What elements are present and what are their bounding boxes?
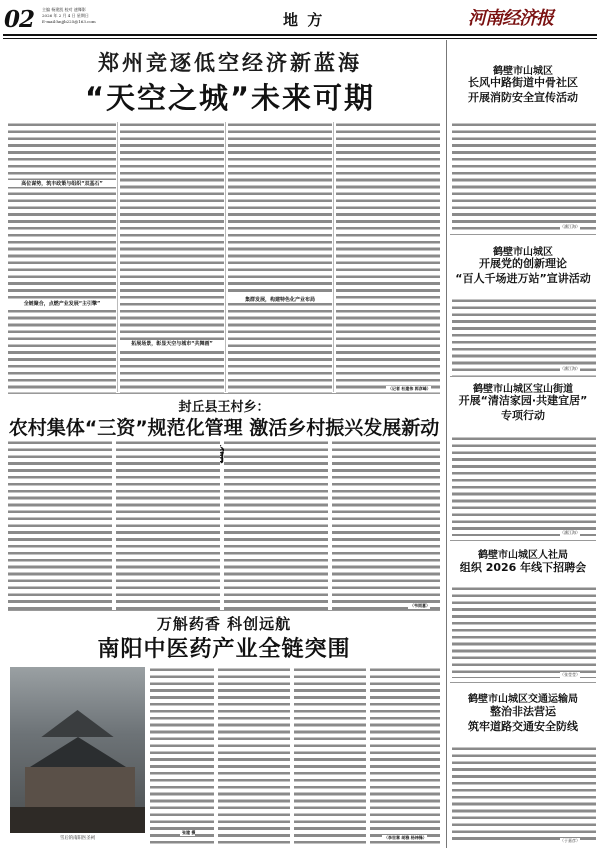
photo-ground — [10, 807, 145, 833]
article3-photo — [10, 667, 145, 833]
brief3-org: 鹤壁市山城区宝山街道 — [473, 384, 573, 395]
article2-body-col3 — [224, 440, 328, 610]
article1-subhead: 高位谋势，筑丰政策与组织“双基石” — [8, 180, 116, 187]
brief2-signature: （潘江海） — [560, 366, 580, 371]
brief-divider — [450, 682, 596, 683]
article3-title: 南阳中医药产业全链突围 — [97, 636, 351, 662]
article1-subhead: 全链聚合，点燃产业发展“主引擎” — [8, 300, 116, 307]
brief1-org: 鹤壁市山城区 — [493, 66, 553, 77]
right-column-divider — [446, 40, 447, 848]
header-rule-thin — [3, 38, 597, 39]
brief2-headline-1: 开展党的创新理论 — [479, 257, 567, 270]
brief5-headline-1: 整治非法营运 — [490, 705, 556, 718]
brief5-body — [452, 746, 596, 840]
header-rule — [3, 34, 597, 36]
brief2-org: 鹤壁市山城区 — [493, 247, 553, 258]
brief4-headline-1: 组织 2026 年线下招聘会 — [459, 561, 587, 574]
article3-byline: （李世章 胡雅 杨炜锋） — [384, 835, 427, 840]
editor-line: 主编 杨建凯 校对 速舞影 — [42, 7, 86, 12]
section-title: 地 方 — [283, 11, 325, 29]
brief-divider — [450, 376, 596, 377]
article1-subhead: 拓展场景，彰显天空与城市“共舞画” — [120, 340, 224, 347]
article2-byline: （韦雨喜） — [410, 603, 430, 608]
brief1-headline-2: 开展消防安全宣传活动 — [468, 91, 578, 104]
brief2-body — [452, 298, 596, 376]
page-number: 02 — [4, 6, 35, 33]
brief5-org: 鹤壁市山城区交通运输局 — [468, 694, 578, 705]
article1-byline: （记者 杜建伟 郭彦峰） — [388, 386, 431, 391]
photo-roof-upper — [30, 707, 125, 737]
brief3-headline-2: 专项行动 — [501, 409, 545, 422]
column-divider — [333, 122, 334, 392]
brief3-signature: （潘江海） — [560, 530, 580, 535]
brief5-headline-2: 筑牢道路交通安全防线 — [468, 720, 578, 733]
article-divider — [8, 610, 440, 611]
article1-body-col3 — [228, 122, 332, 394]
article1-body-col1 — [8, 122, 116, 394]
article2-body-col2 — [116, 440, 220, 610]
article1-title-line2: “天空之城”未来可期 — [84, 81, 376, 115]
brief3-body — [452, 436, 596, 536]
column-divider — [225, 122, 226, 392]
brief4-org: 鹤壁市山城区人社局 — [478, 550, 568, 561]
article3-body-col1 — [150, 667, 214, 847]
newspaper-logo: 河南经济报 — [468, 8, 553, 29]
article2-kicker: 封丘县王村乡： — [178, 400, 270, 415]
brief1-body — [452, 122, 596, 230]
article1-body-col2 — [120, 122, 224, 394]
article2-title: 农村集体“三资”规范化管理 激活乡村振兴发展新动 — [8, 417, 440, 439]
article3-body-col4 — [370, 667, 440, 847]
brief4-signature: （张莹莹） — [560, 672, 580, 677]
brief5-signature: （于嘉彦） — [560, 838, 580, 843]
article1-body-col4 — [336, 122, 440, 394]
article2-body-col1 — [8, 440, 112, 610]
masthead-meta — [42, 7, 96, 25]
brief-divider — [450, 540, 596, 541]
brief1-headline-1: 长风中路街道中骨社区 — [468, 76, 578, 89]
article3-body-col2 — [218, 667, 290, 847]
column-divider — [117, 122, 118, 392]
brief2-headline-2: “百人千场进万站”宣讲活动 — [455, 272, 591, 285]
article3-kicker: 万斛药香 科创远航 — [156, 615, 292, 633]
photo-credit: 张建 摄 — [182, 830, 196, 835]
photo-roof-lower — [18, 737, 138, 767]
photo-caption: 雪后的南阳医圣祠 — [59, 836, 96, 841]
brief1-signature: （潘江海） — [560, 224, 580, 229]
article1-title-line1: 郑州竞逐低空经济新蓝海 — [98, 50, 362, 75]
article3-body-col3 — [294, 667, 366, 847]
date-line: 2026 年 2 月 4 日 星期日 — [42, 13, 89, 18]
brief-divider — [450, 234, 596, 235]
article1-subhead: 集群发展，构建特色化产业布局 — [228, 296, 332, 303]
brief4-body — [452, 586, 596, 678]
brief3-headline-1: 开展“清洁家园·共建宜居” — [458, 394, 588, 407]
article-divider — [8, 393, 440, 394]
article2-body-col4 — [332, 440, 440, 610]
email-line: E-mail:hnjjb225@163.com — [42, 19, 96, 24]
